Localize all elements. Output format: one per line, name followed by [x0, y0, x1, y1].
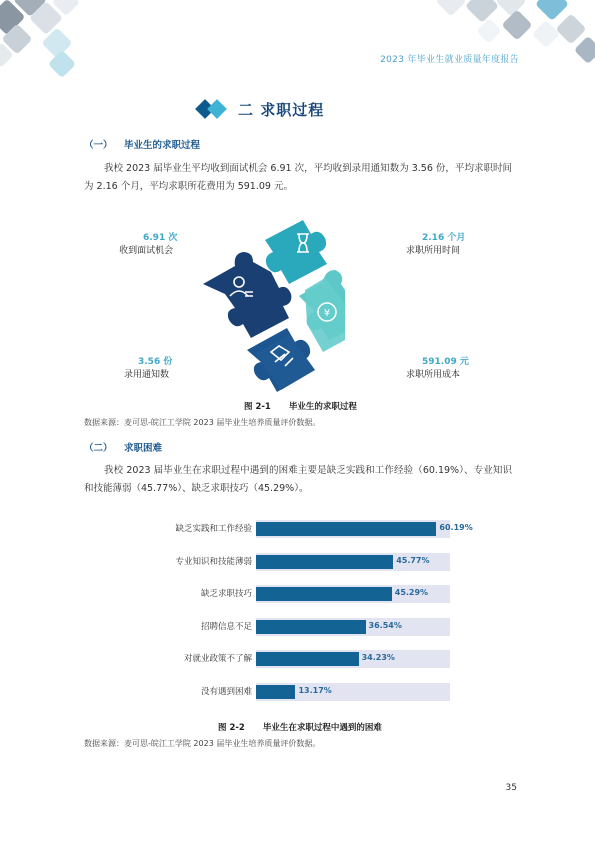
- sub-heading-1: [84, 137, 200, 151]
- bar-category-label: 没有遇到困难: [200, 686, 252, 697]
- puzzle-piece-time: [265, 220, 327, 284]
- diamond-icon: [207, 99, 227, 119]
- sub-heading-number: （一）: [84, 140, 113, 151]
- bar-row: [170, 683, 470, 701]
- bar: [256, 587, 392, 601]
- stat-value: 6.91 次: [143, 233, 178, 243]
- data-source-2: 数据来源：麦可思-皖江工学院 2023 届毕业生培养质量评价数据。: [84, 739, 321, 748]
- bar-row: [170, 585, 470, 603]
- bar-value-label: 36.54%: [368, 620, 402, 630]
- bar-value-label: 34.23%: [361, 653, 395, 662]
- bar-value-label: 45.29%: [394, 588, 429, 597]
- bar-row: [170, 618, 470, 636]
- bar: [256, 522, 436, 536]
- running-header: 2023 年毕业生就业质量年度报告: [380, 55, 519, 65]
- bar-value-label: 60.19%: [439, 523, 473, 532]
- stat-cost: [406, 354, 469, 380]
- bar-row: [170, 520, 473, 538]
- sub-heading-title: 求职困难: [124, 443, 163, 454]
- stat-months: [406, 230, 465, 256]
- bar-category-label: 缺乏实践和工作经验: [175, 524, 252, 534]
- bar: [256, 620, 366, 634]
- data-source-1: 数据来源：麦可思-皖江工学院 2023 届毕业生培养质量评价数据。: [84, 418, 321, 427]
- section-title: 二 求职过程: [238, 100, 325, 119]
- stat-label: 求职所用时间: [406, 246, 461, 256]
- puzzle-graphic: [195, 212, 345, 392]
- bar: [256, 652, 359, 666]
- bar-row: [170, 650, 470, 668]
- stat-offers: [124, 354, 172, 380]
- paragraph-difficulties: 我校 2023 届毕业生在求职过程中遇到的困难主要是缺乏实践和工作经验（60.19%）、专业知识和技能薄弱（45.77%）、缺乏求职技巧（45.29%）。: [84, 465, 512, 494]
- stat-value: 2.16 个月: [422, 233, 466, 243]
- figure-caption-2: [218, 721, 382, 733]
- bar-value-label: 13.17%: [298, 685, 332, 695]
- sub-heading-title: 毕业生的求职过程: [124, 140, 201, 151]
- figure-number: 图 2-2: [218, 723, 245, 733]
- svg-text:¥: ¥: [323, 308, 331, 319]
- section-heading: [198, 98, 324, 120]
- bar-category-label: 专业知识和技能薄弱: [175, 556, 252, 567]
- stat-value: 591.09 元: [422, 357, 469, 367]
- puzzle-piece-cost: [299, 270, 345, 352]
- bar-category-label: 招聘信息不足: [200, 621, 252, 632]
- corner-decoration: [0, 0, 595, 100]
- stat-label: 求职所用成本: [406, 370, 461, 380]
- stat-value: 3.56 份: [138, 357, 173, 367]
- paragraph-job-search: 我校 2023 届毕业生平均收到面试机会 6.91 次，平均收到录用通知数为 3.56 份，平均求职时间为 2.16 个月，平均求职所花费用为 591.09 元。: [84, 163, 512, 192]
- bar-row: [170, 553, 470, 571]
- sub-heading-number: （二）: [84, 443, 113, 454]
- figure-title: 毕业生在求职过程中遇到的困难: [262, 723, 382, 733]
- bar-value-label: 45.77%: [396, 555, 430, 565]
- page-number: 35: [505, 783, 517, 793]
- stat-label: 录用通知数: [124, 370, 170, 380]
- stat-label: 收到面试机会: [119, 246, 174, 256]
- bar-category-label: 对就业政策不了解: [183, 654, 252, 664]
- bar: [256, 555, 393, 569]
- stat-interviews: [119, 230, 178, 256]
- figure-title: 毕业生的求职过程: [288, 402, 357, 412]
- figure-caption-1: [244, 400, 357, 412]
- bar: [256, 685, 295, 699]
- sub-heading-2: [84, 440, 162, 454]
- bar-category-label: 缺乏求职技巧: [200, 589, 252, 599]
- figure-number: 图 2-1: [244, 402, 271, 412]
